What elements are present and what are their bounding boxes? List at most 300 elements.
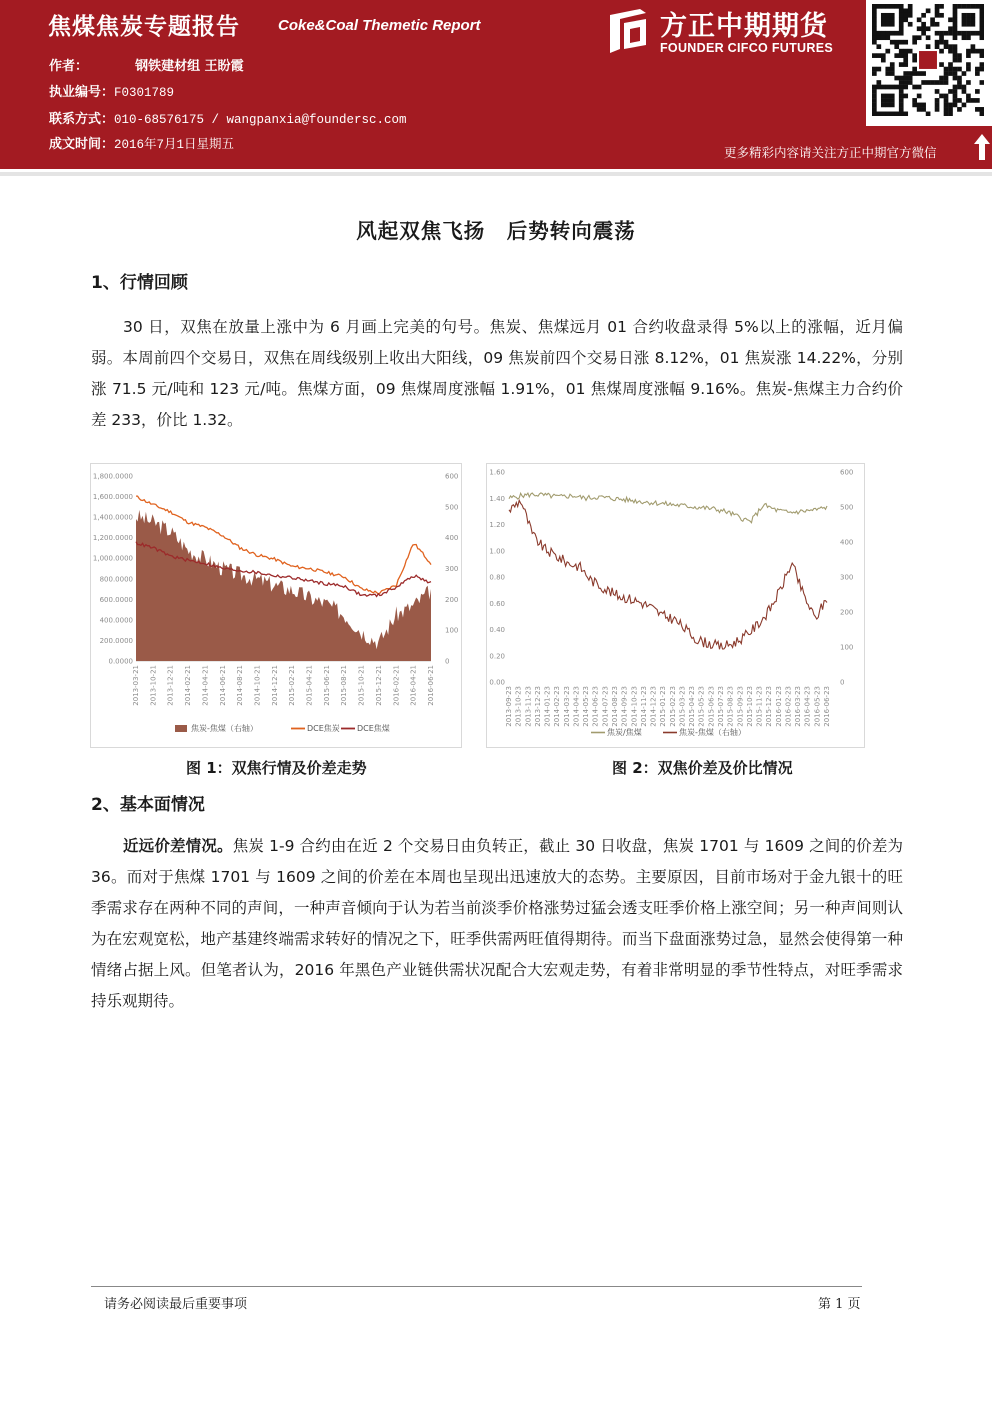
follow-wechat-text: 更多精彩内容请关注方正中期官方微信	[724, 145, 937, 160]
qr-module	[872, 71, 877, 76]
chart1-x-tick: 2016-06-21	[427, 665, 435, 706]
qr-module	[872, 85, 877, 90]
chart2-x-tick: 2015-02-23	[668, 686, 677, 727]
report-header	[0, 0, 992, 165]
qr-module	[903, 17, 908, 22]
qr-module	[912, 58, 917, 63]
qr-module	[935, 98, 940, 103]
qr-module	[908, 49, 913, 54]
qr-module	[872, 103, 877, 108]
qr-module	[948, 26, 953, 31]
qr-module	[872, 22, 877, 27]
qr-module	[948, 67, 953, 72]
qr-module	[975, 71, 980, 76]
qr-module	[975, 67, 980, 72]
qr-module	[944, 67, 949, 72]
qr-module	[948, 31, 953, 36]
chart1-right-tick: 500	[445, 503, 459, 512]
qr-module	[894, 31, 899, 36]
qr-module	[971, 31, 976, 36]
figure-1-svg	[91, 464, 461, 747]
qr-module	[908, 4, 913, 9]
qr-module	[899, 112, 904, 116]
qr-module	[917, 17, 922, 22]
date-label: 成文时间：	[49, 137, 115, 152]
chart2-left-tick: 1.60	[489, 468, 505, 477]
qr-module	[894, 53, 899, 58]
qr-module	[899, 4, 904, 9]
chart2-x-tick: 2015-07-23	[717, 686, 725, 727]
figure-2-chart	[486, 463, 865, 748]
qr-module	[930, 80, 935, 85]
company-name-cn: 方正中期期货	[660, 11, 828, 42]
qr-module	[908, 80, 913, 85]
qr-module	[885, 112, 890, 116]
chart2-left-tick: 0.80	[489, 573, 505, 582]
chart2-x-tick: 2015-11-23	[755, 686, 764, 727]
qr-module	[903, 13, 908, 18]
qr-module	[953, 89, 958, 94]
qr-module	[899, 80, 904, 85]
qr-module	[876, 44, 881, 49]
chart2-x-tick: 2014-02-23	[553, 686, 562, 727]
chart2-right-tick: 500	[840, 503, 854, 512]
qr-module	[930, 17, 935, 22]
qr-module	[881, 85, 886, 90]
qr-module	[899, 13, 904, 18]
qr-module	[885, 22, 890, 27]
qr-module	[980, 67, 984, 72]
qr-module	[872, 53, 877, 58]
qr-module	[872, 17, 877, 22]
qr-module	[899, 53, 904, 58]
qr-module	[957, 85, 962, 90]
qr-module	[939, 94, 944, 99]
qr-module	[957, 4, 962, 9]
chart2-x-tick: 2014-01-23	[543, 686, 552, 727]
header-rule-red	[0, 165, 992, 169]
qr-module	[957, 31, 962, 36]
qr-module	[890, 17, 895, 22]
qr-module	[980, 35, 984, 40]
fundamentals-lead: 近远价差情况。	[123, 837, 233, 855]
qr-module	[975, 31, 980, 36]
chart2-x-tick: 2015-09-23	[736, 686, 745, 727]
qr-module	[980, 112, 984, 116]
qr-module	[912, 35, 917, 40]
qr-module	[917, 71, 922, 76]
qr-module	[912, 53, 917, 58]
chart1-right-tick: 600	[445, 472, 459, 481]
qr-module	[881, 112, 886, 116]
qr-module	[908, 8, 913, 13]
chart2-x-tick: 2013-09-23	[505, 686, 513, 727]
qr-module	[872, 31, 877, 36]
qr-module	[953, 17, 958, 22]
qr-module	[980, 4, 984, 9]
qr-module	[935, 107, 940, 112]
qr-module	[935, 103, 940, 108]
qr-module	[894, 4, 899, 9]
company-name-en: FOUNDER CIFCO FUTURES	[660, 41, 833, 55]
chart2-x-tick: 2015-08-23	[726, 686, 735, 727]
date-value: 2016年7月1日星期五	[114, 138, 235, 152]
contact-value[interactable]: 010-68576175 / wangpanxia@foundersc.com	[114, 113, 407, 127]
section-heading-fundamentals: 2、基本面情况	[91, 795, 205, 815]
qr-module	[980, 26, 984, 31]
qr-module	[890, 13, 895, 18]
chart1-x-tick: 2014-02-21	[184, 665, 193, 706]
qr-module	[966, 67, 971, 72]
chart1-left-tick: 0.0000	[108, 657, 133, 666]
qr-module	[899, 76, 904, 81]
qr-module	[962, 85, 967, 90]
qr-module	[881, 17, 886, 22]
qr-module	[890, 31, 895, 36]
qr-module	[962, 71, 967, 76]
qr-module	[962, 103, 967, 108]
qr-module	[935, 40, 940, 45]
chart2-x-tick: 2014-11-23	[639, 686, 648, 727]
qr-module	[885, 71, 890, 76]
qr-module	[966, 13, 971, 18]
qr-module	[908, 13, 913, 18]
chart2-x-tick: 2016-06-23	[823, 686, 831, 727]
chart1-x-tick: 2014-12-21	[270, 665, 279, 706]
fundamentals-paragraph	[91, 831, 903, 1017]
qr-module	[953, 49, 958, 54]
qr-module	[975, 49, 980, 54]
qr-module	[876, 31, 881, 36]
chart2-legend-label: 焦炭/焦煤	[607, 728, 642, 737]
qr-module	[975, 98, 980, 103]
qr-module	[885, 4, 890, 9]
chart1-right-tick: 0	[445, 657, 450, 666]
qr-module	[881, 31, 886, 36]
qr-module	[966, 80, 971, 85]
chart2-x-tick: 2016-03-23	[794, 686, 803, 727]
qr-module	[948, 107, 953, 112]
chart2-x-tick: 2014-09-23	[620, 686, 629, 727]
qr-module	[917, 107, 922, 112]
qr-module	[903, 58, 908, 63]
qr-module	[939, 76, 944, 81]
qr-module	[980, 49, 984, 54]
qr-module	[890, 85, 895, 90]
qr-module	[912, 103, 917, 108]
qr-module	[912, 85, 917, 90]
qr-module	[935, 8, 940, 13]
qr-module	[921, 13, 926, 18]
qr-module	[872, 89, 877, 94]
qr-module	[971, 17, 976, 22]
qr-module	[899, 17, 904, 22]
qr-module	[966, 98, 971, 103]
chart2-x-tick: 2014-12-23	[649, 686, 658, 727]
chart1-x-tick: 2015-06-21	[322, 665, 331, 706]
qr-module	[953, 13, 958, 18]
chart1-right-tick: 100	[445, 626, 459, 635]
qr-module	[966, 22, 971, 27]
chart2-left-tick: 1.20	[489, 521, 505, 529]
qr-module	[921, 71, 926, 76]
footer-rule	[91, 1286, 862, 1287]
section-heading-market-review: 1、行情回顾	[91, 273, 188, 293]
qr-center-logo-icon	[919, 51, 937, 69]
qr-module	[966, 49, 971, 54]
qr-module	[971, 49, 976, 54]
qr-module	[966, 17, 971, 22]
chart2-x-tick: 2016-05-23	[813, 686, 822, 727]
qr-module	[962, 13, 967, 18]
qr-module	[903, 112, 908, 116]
qr-module	[953, 98, 958, 103]
chart1-left-tick: 600.0000	[99, 595, 133, 604]
chart1-x-tick: 2013-12-21	[166, 665, 175, 706]
qr-module	[876, 4, 881, 9]
qr-module	[971, 44, 976, 49]
qr-module	[953, 4, 958, 9]
qr-module	[890, 67, 895, 72]
qr-module	[953, 44, 958, 49]
qr-module	[899, 107, 904, 112]
qr-module	[939, 40, 944, 45]
qr-module	[890, 94, 895, 99]
qr-module	[935, 80, 940, 85]
chart2-x-tick: 2015-06-23	[707, 686, 716, 727]
qr-module	[953, 71, 958, 76]
qr-module	[975, 4, 980, 9]
qr-module	[890, 40, 895, 45]
chart1-x-tick: 2013-10-21	[149, 665, 158, 706]
qr-module	[939, 13, 944, 18]
qr-module	[953, 8, 958, 13]
chart2-right-tick: 600	[840, 468, 854, 477]
qr-module	[953, 53, 958, 58]
qr-module	[899, 8, 904, 13]
qr-module	[872, 112, 877, 116]
chart2-x-tick: 2014-07-23	[601, 686, 610, 727]
chart1-right-tick: 200	[445, 595, 459, 604]
qr-module	[890, 62, 895, 67]
chart1-x-tick: 2015-12-21	[374, 665, 383, 706]
qr-module	[890, 103, 895, 108]
qr-module	[944, 31, 949, 36]
qr-module	[948, 103, 953, 108]
author-label: 作者：	[49, 59, 89, 74]
qr-module	[885, 31, 890, 36]
chart1-left-tick: 1,600.0000	[92, 493, 133, 502]
qr-module	[885, 17, 890, 22]
qr-module	[899, 85, 904, 90]
qr-module	[975, 89, 980, 94]
qr-module	[957, 53, 962, 58]
chart2-x-tick: 2015-03-23	[678, 686, 687, 727]
chart2-x-tick: 2014-03-23	[562, 686, 571, 727]
qr-module	[957, 67, 962, 72]
up-arrow-icon	[974, 134, 990, 160]
qr-module	[881, 22, 886, 27]
qr-module	[953, 76, 958, 81]
qr-module	[926, 112, 931, 116]
qr-module	[971, 13, 976, 18]
report-title-cn: 焦煤焦炭专题报告	[48, 14, 240, 40]
chart1-legend-label: DCE焦煤	[357, 724, 390, 733]
qr-module	[872, 98, 877, 103]
qr-module	[948, 44, 953, 49]
qr-module	[939, 62, 944, 67]
qr-module	[899, 31, 904, 36]
chart1-left-tick: 1,000.0000	[92, 554, 133, 563]
footer-disclaimer-note: 请务必阅读最后重要事项	[104, 1297, 248, 1312]
qr-module	[948, 62, 953, 67]
contact-line	[49, 108, 407, 127]
qr-module	[966, 94, 971, 99]
qr-module	[935, 22, 940, 27]
qr-module	[966, 53, 971, 58]
chart2-x-tick: 2013-11-23	[524, 686, 533, 727]
qr-module	[876, 35, 881, 40]
cert-label: 执业编号：	[49, 85, 115, 100]
qr-module	[894, 85, 899, 90]
qr-module	[953, 67, 958, 72]
qr-module	[885, 103, 890, 108]
qr-module	[948, 89, 953, 94]
qr-module	[912, 40, 917, 45]
qr-module	[980, 107, 984, 112]
qr-module	[935, 31, 940, 36]
qr-module	[930, 22, 935, 27]
qr-module	[899, 40, 904, 45]
qr-module	[944, 71, 949, 76]
qr-module	[962, 22, 967, 27]
qr-module	[962, 31, 967, 36]
qr-module	[966, 62, 971, 67]
report-title-en: Coke&Coal Themetic Report	[278, 17, 481, 34]
chart2-x-tick: 2015-10-23	[745, 686, 754, 727]
qr-module	[939, 31, 944, 36]
qr-module	[966, 35, 971, 40]
page-number: 第 1 页	[818, 1297, 861, 1312]
qr-module	[872, 13, 877, 18]
qr-module	[894, 76, 899, 81]
qr-module	[966, 31, 971, 36]
qr-module	[876, 85, 881, 90]
qr-module	[962, 4, 967, 9]
qr-module	[953, 103, 958, 108]
qr-module	[912, 98, 917, 103]
qr-module	[935, 44, 940, 49]
chart2-spread-line	[509, 500, 827, 649]
qr-module	[944, 44, 949, 49]
qr-module	[899, 94, 904, 99]
qr-module	[926, 8, 931, 13]
chart2-x-tick: 2014-10-23	[630, 686, 639, 727]
chart1-left-tick: 1,800.0000	[92, 472, 133, 481]
qr-module	[944, 98, 949, 103]
qr-module	[926, 35, 931, 40]
chart2-left-tick: 1.00	[489, 547, 505, 556]
qr-module	[885, 94, 890, 99]
qr-module	[966, 4, 971, 9]
header-rule-grey	[0, 172, 992, 176]
qr-module	[962, 35, 967, 40]
chart1-legend-label: DCE焦炭	[307, 724, 340, 733]
qr-module	[921, 103, 926, 108]
qr-module	[935, 13, 940, 18]
qr-module	[926, 26, 931, 31]
qr-module	[899, 103, 904, 108]
chart1-legend-label: 焦炭-焦煤（右轴）	[191, 724, 258, 733]
qr-module	[971, 22, 976, 27]
chart2-x-tick: 2015-05-23	[697, 686, 706, 727]
cert-line	[49, 81, 174, 100]
qr-module	[903, 85, 908, 90]
qr-module	[903, 80, 908, 85]
chart2-right-tick: 400	[840, 538, 854, 547]
qr-module	[872, 35, 877, 40]
chart1-right-tick: 300	[445, 565, 459, 573]
qr-module	[980, 8, 984, 13]
chart1-x-tick: 2014-08-21	[236, 665, 245, 706]
qr-module	[876, 53, 881, 58]
qr-module	[939, 80, 944, 85]
qr-module	[962, 89, 967, 94]
qr-module	[957, 80, 962, 85]
chart1-legend-swatch	[175, 725, 187, 732]
qr-module	[953, 85, 958, 90]
qr-module	[903, 40, 908, 45]
qr-module	[899, 62, 904, 67]
qr-module	[899, 26, 904, 31]
qr-module	[926, 44, 931, 49]
chart2-x-tick: 2013-12-23	[533, 686, 542, 727]
qr-module	[903, 49, 908, 54]
wechat-qr-code[interactable]	[866, 0, 992, 126]
chart1-x-tick: 2013-03-21	[132, 665, 140, 706]
qr-module	[944, 112, 949, 116]
qr-module	[912, 71, 917, 76]
qr-module	[944, 40, 949, 45]
qr-module	[953, 58, 958, 63]
qr-module	[876, 67, 881, 72]
qr-module	[957, 76, 962, 81]
chart1-x-tick: 2015-10-21	[357, 665, 366, 706]
qr-module	[935, 4, 940, 9]
qr-module	[948, 49, 953, 54]
qr-module	[917, 35, 922, 40]
figure-1-caption: 图 1：双焦行情及价差走势	[186, 759, 367, 777]
qr-module	[881, 4, 886, 9]
qr-module	[899, 49, 904, 54]
qr-module	[876, 80, 881, 85]
date-line	[49, 133, 234, 152]
qr-module	[944, 107, 949, 112]
chart2-ratio-line	[509, 493, 827, 523]
chart1-x-tick: 2015-02-21	[288, 665, 297, 706]
document-title: 风起双焦飞扬 后势转向震荡	[356, 219, 636, 243]
qr-module	[935, 89, 940, 94]
chart1-left-tick: 200.0000	[99, 636, 133, 645]
cert-value: F0301789	[114, 86, 175, 100]
qr-module	[980, 80, 984, 85]
chart1-left-tick: 400.0000	[99, 616, 133, 625]
qr-module	[890, 112, 895, 116]
chart2-right-tick: 0	[840, 678, 845, 687]
chart2-x-tick: 2014-08-23	[611, 686, 619, 727]
qr-module	[917, 85, 922, 90]
chart2-legend-label: 焦炭-焦煤（右轴）	[679, 728, 746, 737]
